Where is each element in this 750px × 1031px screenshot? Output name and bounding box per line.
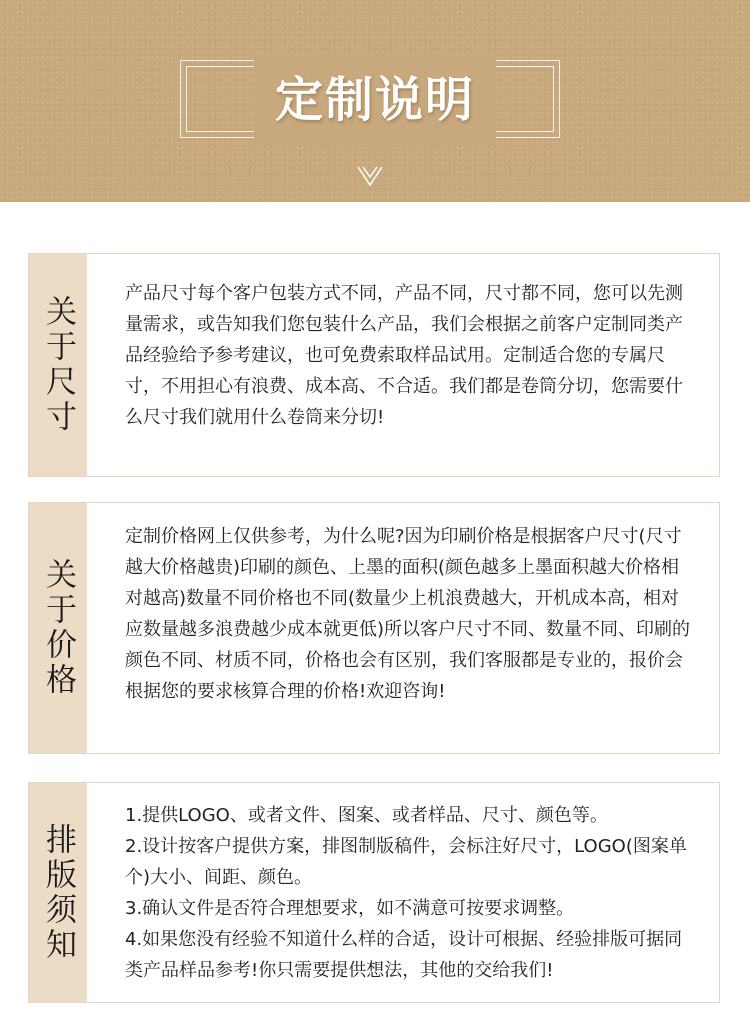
layout-notes-item-2: 2.设计按客户提供方案，排图制版稿件，会标注好尺寸，LOGO(图案单个)大小、间距、颜色。 bbox=[125, 836, 687, 888]
layout-notes-item-3: 3.确认文件是否符合理想要求，如不满意可按要求调整。 bbox=[125, 898, 575, 919]
size-section-body bbox=[125, 278, 693, 433]
layout-notes-section-body bbox=[125, 800, 693, 986]
double-chevron-down-icon bbox=[357, 165, 383, 187]
size-section bbox=[28, 253, 720, 477]
layout-notes-item-4: 4.如果您没有经验不知道什么样的合适，设计可根据、经验排版可据同类产品样品参考!你只需要提供想法，其他的交给我们! bbox=[125, 929, 683, 981]
layout-notes-section-label bbox=[29, 783, 87, 1002]
page-title: 定制说明 bbox=[274, 72, 475, 128]
layout-notes-section-label-text: 排版须知 bbox=[40, 822, 76, 963]
header-banner bbox=[0, 0, 750, 202]
price-section-label bbox=[29, 503, 87, 753]
price-section-paragraph: 定制价格网上仅供参考，为什么呢?因为印刷价格是根据客户尺寸(尺寸越大价格越贵)印刷的颜色、上墨的面积(颜色越多上墨面积越大价格相对越高)数量不同价格也不同(数量少上机浪费越大，开机成本高，相对应数量越多浪费越少成本就更低)所以客户尺寸不同、数量不同、印刷的颜色不同、材质不同，价格也会有区别，我们客服都是专业的，报价会根据您的要求核算合理的价格!欢迎咨询! bbox=[125, 526, 691, 702]
layout-notes-section bbox=[28, 782, 720, 1003]
price-section-label-text: 关于价格 bbox=[40, 558, 76, 698]
size-section-paragraph: 产品尺寸每个客户包装方式不同，产品不同，尺寸都不同，您可以先测量需求，或告知我们您包装什么产品，我们会根据之前客户定制同类产品经验给予参考建议，也可免费索取样品试用。定制适合您的专属尺寸，不用担心有浪费、成本高、不合适。我们都是卷筒分切，您需要什么尺寸我们就用什么卷筒来分切! bbox=[125, 283, 683, 428]
price-section bbox=[28, 502, 720, 754]
layout-notes-item-1: 1.提供LOGO、或者文件、图案、或者样品、尺寸、颜色等。 bbox=[125, 805, 608, 826]
price-section-body bbox=[125, 521, 693, 707]
size-section-label-text: 关于尺寸 bbox=[40, 295, 76, 435]
size-section-label bbox=[29, 254, 87, 476]
